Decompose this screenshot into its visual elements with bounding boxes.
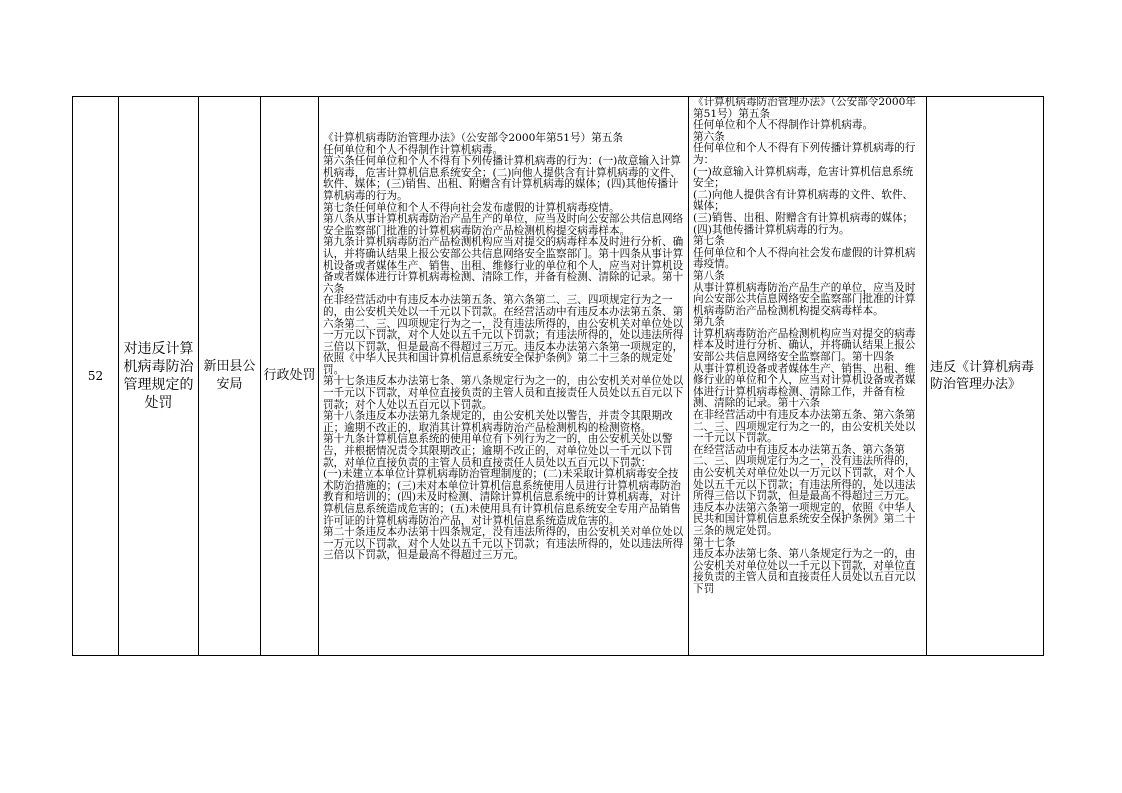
category-label: 行政处罚 [263, 368, 316, 383]
penalty-table [72, 96, 1044, 656]
basis-text: 违反《计算机病毒防治管理办法》 [930, 360, 1035, 392]
item-name: 对违反计算机病毒防治管理规定的处罚 [123, 341, 194, 411]
department-cell [199, 97, 261, 655]
standard-text-cell: 《计算机病毒防治管理办法》（公安部令2000年第51号）第五条 任何单位和个人不得制作计算机病毒。 第六条 任何单位和个人不得有下列传播计算机病毒的行为： (一)故意输入计算机病毒，危害计算机信息系统安全； (二)向他人提供含有计算机病毒的文件、软件、媒体； (三)销售、出租、附赠含有计算机病毒的媒体； (四)其他传播计算机病毒的行为。 第七条 任何单位和个人不得向社会发布虚假的计算机病毒疫情。 第八条 从事计算机病毒防治产品生产的单位，应当及时向公安部公共信息网络安全监察部门批准的计算机病毒防治产品检测机构提交病毒样本。 第九条 计算机病毒防治产品检测机构应当对提交的病毒样本及时进行分析、确认，并将确认结果上报公安部公共信息网络安全监察部门。第十四条 从事计算机设备或者媒体生产、销售、出租、维修行业的单位和个人，应当对计算机设备或者媒体进行计算机病毒检测、清除工作，并备有检测、清除的记录。第十六条 在非经营活动中有违反本办法第五条、第六条第二、三、四项规定行为之一的，由公安机关处以一千元以下罚款。 在经营活动中有违反本办法第五条、第六条第二、三、四项规定行为之一，没有违法所得的，由公安机关对单位处以一万元以下罚款，对个人处以五千元以下罚款；有违法所得的，处以违法所得三倍以下罚款，但是最高不得超过三万元。 违反本办法第六条第一项规定的，依照《中华人民共和国计算机信息系统安全保护条例》第二十三条的规定处罚。 第十七条 违反本办法第七条、第八条规定行为之一的，由公安机关对单位处以一千元以下罚款，对单位直接负责的主管人员和直接责任人员处以五百元以下罚 [689, 97, 927, 655]
legal-text-cell: 《计算机病毒防治管理办法》（公安部令2000年第51号）第五条 任何单位和个人不得制作计算机病毒。 第六条任何单位和个人不得有下列传播计算机病毒的行为：(一)故意输入计算机病毒，危害计算机信息系统安全；(二)向他人提供含有计算机病毒的文件、软件、媒体；(三)销售、出租、附赠含有计算机病毒的媒体；(四)其他传播计算机病毒的行为。 第七条任何单位和个人不得向社会发布虚假的计算机病毒疫情。 第八条从事计算机病毒防治产品生产的单位，应当及时向公安部公共信息网络安全监察部门批准的计算机病毒防治产品检测机构提交病毒样本。 第九条计算机病毒防治产品检测机构应当对提交的病毒样本及时进行分析、确认，并将确认结果上报公安部公共信息网络安全监察部门。第十四条从事计算机设备或者媒体生产、销售、出租、维修行业的单位和个人，应当对计算机设备或者媒体进行计算机病毒检测、清除工作，并备有检测、清除的记录。第十六条 在非经营活动中有违反本办法第五条、第六条第二、三、四项规定行为之一的，由公安机关处以一千元以下罚款。在经营活动中有违反本办法第五条、第六条第二、三、四项规定行为之一，没有违法所得的，由公安机关对单位处以一万元以下罚款，对个人处以五千元以下罚款；有违法所得的，处以违法所得三倍以下罚款，但是最高不得超过三万元。违反本办法第六条第一项规定的，依照《中华人民共和国计算机信息系统安全保护条例》第二十三条的规定处罚。 第十七条违反本办法第七条、第八条规定行为之一的，由公安机关对单位处以一千元以下罚款，对单位直接负责的主管人员和直接责任人员处以五百元以下罚款；对个人处以五百元以下罚款。 第十八条违反本办法第九条规定的，由公安机关处以警告，并责令其限期改正；逾期不改正的，取消其计算机病毒防治产品检测机构的检测资格。 第十九条计算机信息系统的使用单位有下列行为之一的，由公安机关处以警告，并根据情况责令其限期改正；逾期不改正的，对单位处以一千元以下罚款，对单位直接负责的主管人员和直接责任人员处以五百元以下罚款： (一)未建立本单位计算机病毒防治管理制度的；(二)未采取计算机病毒安全技术防治措施的；(三)未对本单位计算机信息系统使用人员进行计算机病毒防治教育和培训的；(四)未及时检测、清除计算机信息系统中的计算机病毒，对计算机信息系统造成危害的；(五)未使用具有计算机信息系统安全专用产品销售许可证的计算机病毒防治产品，对计算机信息系统造成危害的。 第二十条违反本办法第十四条规定，没有违法所得的，由公安机关对单位处以一万元以下罚款，对个人处以五千元以下罚款；有违法所得的，处以违法所得三倍以下罚款，但是最高不得超过三万元。 [319, 97, 689, 655]
item-name-cell [119, 97, 199, 655]
basis-cell [927, 97, 1043, 655]
row-number-cell [73, 97, 119, 655]
category-cell [261, 97, 319, 655]
row-number: 52 [87, 369, 104, 383]
department-name: 新田县公安局 [203, 359, 256, 392]
